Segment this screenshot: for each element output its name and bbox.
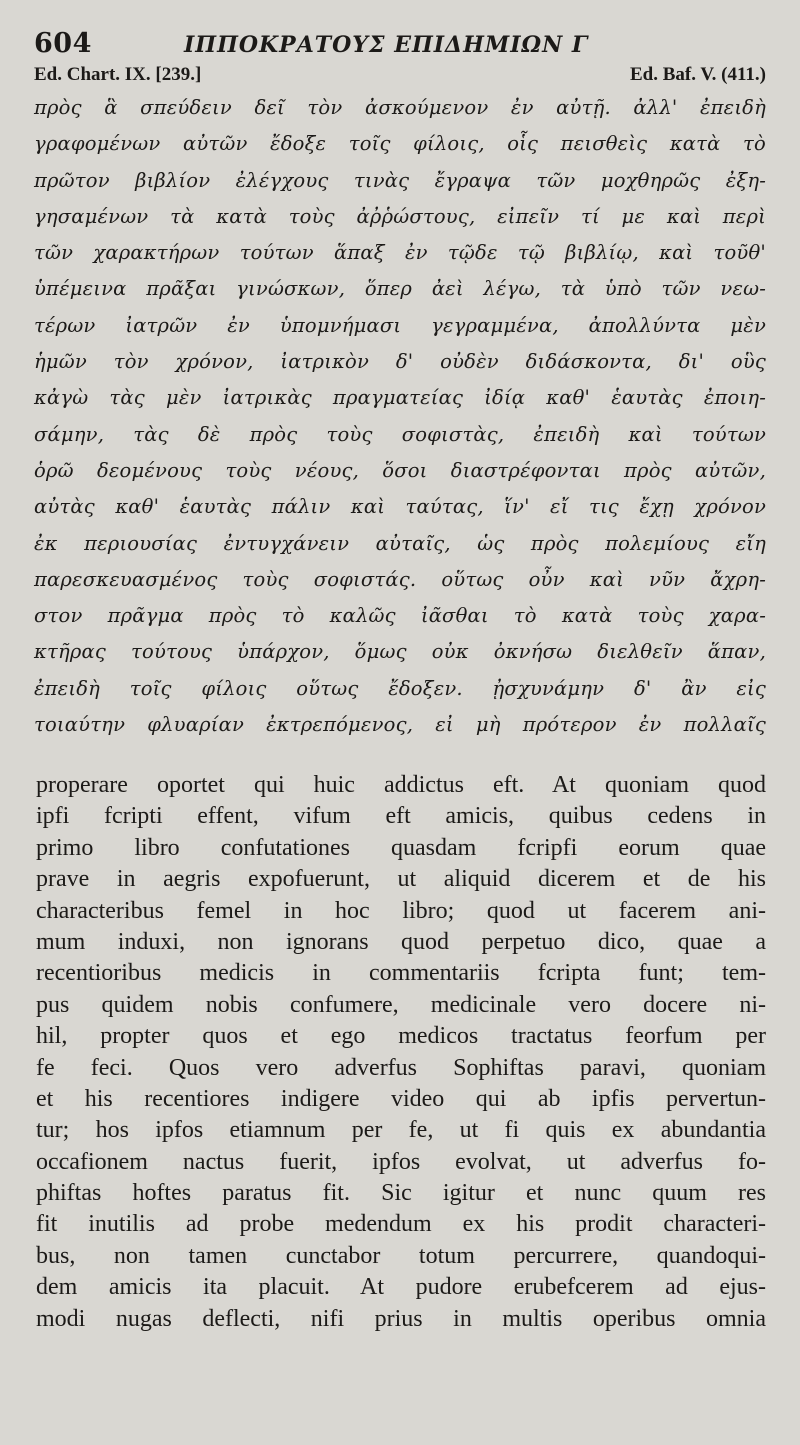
latin-line: et his recentiores indigere video qui ab ipfis pervertun- xyxy=(36,1085,766,1112)
greek-line: ὑπέμεινα πρᾶξαι γινώσκων, ὅπερ ἀεὶ λέγω, τὰ ὑπὸ τῶν νεω- xyxy=(34,277,766,301)
edition-reference-left: Ed. Chart. IX. [239.] xyxy=(34,64,202,85)
latin-line: hil, propter quos et ego medicos tractatus feorfum per xyxy=(36,1023,766,1050)
greek-line: τοιαύτην φλυαρίαν ἐκτρεπόμενος, εἰ μὴ πρότερον ἐν πολλαῖς xyxy=(34,713,766,737)
greek-line: αὐτὰς καθ' ἑαυτὰς πάλιν καὶ ταύτας, ἵν' εἴ τις ἔχῃ χρόνον xyxy=(34,495,766,519)
latin-line: phiftas hoftes paratus fit. Sic igitur et nunc quum res xyxy=(36,1180,766,1207)
greek-line: τῶν χαρακτήρων τούτων ἅπαξ ἐν τῷδε τῷ βιβλίῳ, καὶ τοῦθ' xyxy=(34,241,766,265)
greek-line: γησαμένων τὰ κατὰ τοὺς ἀῤῥώστους, εἰπεῖν τί με καὶ περὶ xyxy=(34,204,766,228)
greek-line: γραφομένων αὐτῶν ἔδοξε τοῖς φίλοις, οἷς πεισθεὶς κατὰ τὸ xyxy=(34,132,766,156)
latin-line: pus quidem nobis confumere, medicinale vero docere ni- xyxy=(36,991,766,1018)
running-head xyxy=(34,28,766,62)
edition-reference-line xyxy=(34,64,766,88)
latin-line: occafionem nactus fuerit, ipfos evolvat, ut adverfus fo- xyxy=(36,1148,766,1175)
greek-line: κἀγὼ τὰς μὲν ἰατρικὰς πραγματείας ἰδίᾳ καθ' ἑαυτὰς ἐποιη- xyxy=(34,386,766,410)
latin-line: characteribus femel in hoc libro; quod ut facerem ani- xyxy=(36,897,766,924)
latin-line: fit inutilis ad probe medendum ex his prodit characteri- xyxy=(36,1211,766,1238)
greek-line: κτῆρας τούτους ὑπάρχον, ὅμως οὐκ ὀκνήσω διελθεῖν ἅπαν, xyxy=(34,640,766,664)
greek-line: ἐπειδὴ τοῖς φίλοις οὕτως ἔδοξεν. ᾐσχυνάμην δ' ἂν εἰς xyxy=(34,676,766,700)
latin-line: primo libro confutationes quasdam fcripfi eorum quae xyxy=(36,834,766,861)
page-number: 604 xyxy=(34,28,92,59)
latin-line: properare oportet qui huic addictus eft. At quoniam quod xyxy=(36,772,766,798)
greek-line: τέρων ἰατρῶν ἐν ὑπομνήμασι γεγραμμένα, ἀπολλύντα μὲν xyxy=(34,313,766,337)
greek-line: ὁρῶ δεομένους τοὺς νέους, ὅσοι διαστρέφονται πρὸς αὐτῶν, xyxy=(34,458,766,482)
latin-line: mum induxi, non ignorans quod perpetuo dico, quae a xyxy=(36,928,766,955)
edition-reference-right: Ed. Baf. V. (411.) xyxy=(629,64,766,85)
latin-line: ipfi fcripti effent, vifum eft amicis, quibus cedens in xyxy=(36,803,766,830)
latin-text-block xyxy=(36,770,766,1335)
greek-line: σάμην, τὰς δὲ πρὸς τοὺς σοφιστὰς, ἐπειδὴ καὶ τούτων xyxy=(34,422,766,446)
greek-line: παρεσκευασμένος τοὺς σοφιστάς. οὕτως οὖν καὶ νῦν ἄχρη- xyxy=(34,567,766,591)
greek-line: πρὸς ἃ σπεύδειν δεῖ τὸν ἀσκούμενον ἐν αὐτῇ. ἀλλ' ἐπειδὴ xyxy=(34,96,766,119)
latin-line: prave in aegris expofuerunt, ut aliquid dicerem et de his xyxy=(36,866,766,893)
latin-line: tur; hos ipfos etiamnum per fe, ut fi quis ex abundantia xyxy=(36,1117,766,1144)
greek-line: ἐκ περιουσίας ἐντυγχάνειν αὐταῖς, ὡς πρὸς πολεμίους εἴη xyxy=(34,531,766,555)
latin-line: dem amicis ita placuit. At pudore erubefcerem ad ejus- xyxy=(36,1274,766,1301)
latin-line: modi nugas deflecti, nifi prius in multis operibus omnia xyxy=(36,1305,766,1332)
latin-line: fe feci. Quos vero adverfus Sophiftas paravi, quoniam xyxy=(36,1054,766,1081)
latin-line: recentioribus medicis in commentariis fcripta funt; tem- xyxy=(36,960,766,987)
latin-line: bus, non tamen cunctabor totum percurrere, quandoqui- xyxy=(36,1242,766,1269)
greek-text-block xyxy=(34,90,766,743)
greek-line: πρῶτον βιβλίον ἐλέγχους τινὰς ἔγραψα τῶν μοχθηρῶς ἐξη- xyxy=(34,168,766,192)
greek-line: στον πρᾶγμα πρὸς τὸ καλῶς ἰᾶσθαι τὸ κατὰ τοὺς χαρα- xyxy=(34,604,766,628)
greek-line: ἡμῶν τὸν χρόνον, ἰατρικὸν δ' οὐδὲν διδάσκοντα, δι' οὓς xyxy=(34,350,766,374)
running-title: ΙΠΠΟΚΡΑΤΟΥΣ ΕΠΙΔΗΜΙΩΝ Γ xyxy=(184,32,589,58)
